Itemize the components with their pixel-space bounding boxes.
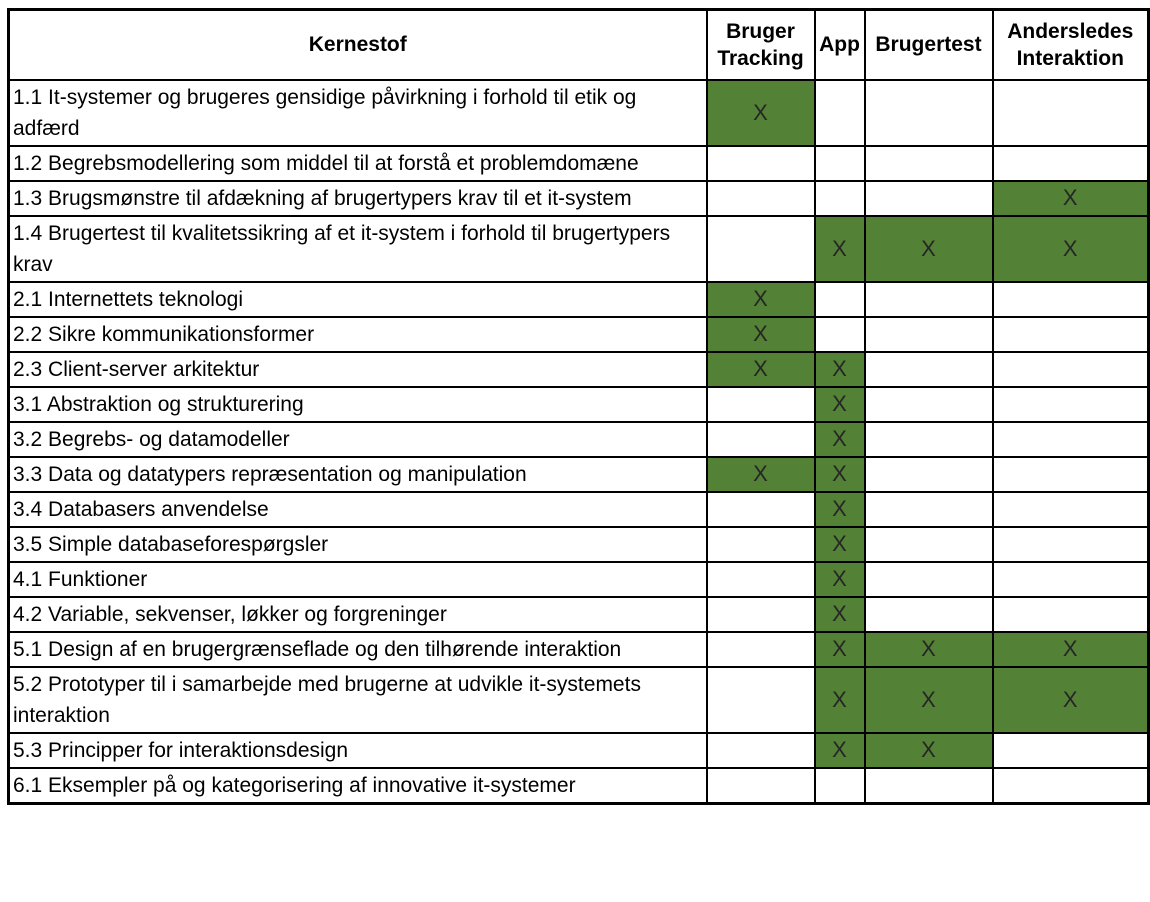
table-row — [9, 667, 1149, 733]
mark-cell-empty — [993, 597, 1149, 632]
row-label: 5.3 Principper for interaktionsdesign — [9, 733, 707, 768]
column-header-bruger-tracking: Bruger Tracking — [707, 10, 815, 80]
row-label: 3.1 Abstraktion og strukturering — [9, 387, 707, 422]
mark-cell-empty — [815, 317, 865, 352]
mark-cell-checked: X — [865, 733, 993, 768]
row-label: 2.3 Client-server arkitektur — [9, 352, 707, 387]
mark-cell-empty — [993, 352, 1149, 387]
table-row — [9, 527, 1149, 562]
mark-cell-empty — [707, 492, 815, 527]
row-label: 1.1 It-systemer og brugeres gensidige påvirkning i forhold til etik og adfærd — [9, 80, 707, 146]
mark-cell-empty — [865, 768, 993, 804]
mark-cell-empty — [707, 527, 815, 562]
row-label: 4.1 Funktioner — [9, 562, 707, 597]
column-header-brugertest: Brugertest — [865, 10, 993, 80]
mark-cell-empty — [707, 733, 815, 768]
mark-cell-empty — [993, 80, 1149, 146]
mark-cell-empty — [707, 632, 815, 667]
mark-cell-empty — [865, 352, 993, 387]
mark-cell-checked: X — [815, 733, 865, 768]
mark-cell-empty — [865, 387, 993, 422]
mark-cell-empty — [865, 317, 993, 352]
row-label: 1.4 Brugertest til kvalitetssikring af et it-system i forhold til brugertypers krav — [9, 216, 707, 282]
mark-cell-empty — [815, 80, 865, 146]
mark-cell-empty — [993, 282, 1149, 317]
mark-cell-checked: X — [993, 181, 1149, 216]
mark-cell-empty — [815, 181, 865, 216]
mark-cell-empty — [993, 562, 1149, 597]
mark-cell-empty — [993, 146, 1149, 181]
mark-cell-checked: X — [707, 317, 815, 352]
mark-cell-checked: X — [707, 352, 815, 387]
row-label: 3.2 Begrebs- og datamodeller — [9, 422, 707, 457]
table-row — [9, 216, 1149, 282]
table-row — [9, 422, 1149, 457]
table-row — [9, 317, 1149, 352]
mark-cell-empty — [707, 216, 815, 282]
mark-cell-checked: X — [865, 667, 993, 733]
mark-cell-empty — [993, 422, 1149, 457]
mark-cell-empty — [865, 80, 993, 146]
mark-cell-empty — [865, 457, 993, 492]
table-header — [9, 10, 1149, 80]
mark-cell-empty — [707, 422, 815, 457]
mark-cell-empty — [865, 527, 993, 562]
mark-cell-empty — [707, 146, 815, 181]
column-header-kernestof: Kernestof — [9, 10, 707, 80]
mark-cell-empty — [993, 317, 1149, 352]
mark-cell-checked: X — [865, 216, 993, 282]
row-label: 6.1 Eksempler på og kategorisering af innovative it-systemer — [9, 768, 707, 804]
table-row — [9, 562, 1149, 597]
mark-cell-empty — [865, 181, 993, 216]
table-row — [9, 768, 1149, 804]
row-label: 2.2 Sikre kommunikationsformer — [9, 317, 707, 352]
mark-cell-empty — [865, 282, 993, 317]
mark-cell-empty — [993, 457, 1149, 492]
table-row — [9, 457, 1149, 492]
row-label: 5.1 Design af en brugergrænseflade og den tilhørende interaktion — [9, 632, 707, 667]
mark-cell-empty — [865, 146, 993, 181]
column-header-app: App — [815, 10, 865, 80]
mark-cell-empty — [707, 597, 815, 632]
mark-cell-empty — [993, 527, 1149, 562]
table-body — [9, 80, 1149, 804]
mark-cell-empty — [707, 768, 815, 804]
table-row — [9, 146, 1149, 181]
mark-cell-empty — [815, 768, 865, 804]
table-row — [9, 181, 1149, 216]
mark-cell-empty — [707, 387, 815, 422]
table-row — [9, 597, 1149, 632]
row-label: 1.2 Begrebsmodellering som middel til at forstå et problemdomæne — [9, 146, 707, 181]
mark-cell-checked: X — [993, 632, 1149, 667]
mark-cell-checked: X — [815, 527, 865, 562]
mark-cell-empty — [993, 768, 1149, 804]
mark-cell-checked: X — [815, 457, 865, 492]
row-label: 3.3 Data og datatypers repræsentation og manipulation — [9, 457, 707, 492]
row-label: 4.2 Variable, sekvenser, løkker og forgreninger — [9, 597, 707, 632]
kernestof-coverage-table — [7, 8, 1150, 805]
mark-cell-empty — [707, 667, 815, 733]
table-row — [9, 80, 1149, 146]
mark-cell-checked: X — [815, 632, 865, 667]
row-label: 1.3 Brugsmønstre til afdækning af brugertypers krav til et it-system — [9, 181, 707, 216]
mark-cell-empty — [993, 733, 1149, 768]
mark-cell-checked: X — [815, 387, 865, 422]
row-label: 3.4 Databasers anvendelse — [9, 492, 707, 527]
mark-cell-checked: X — [815, 597, 865, 632]
mark-cell-empty — [815, 146, 865, 181]
row-label: 3.5 Simple databaseforespørgsler — [9, 527, 707, 562]
mark-cell-checked: X — [815, 352, 865, 387]
column-header-andersledes-interaktion: Andersledes Interaktion — [993, 10, 1149, 80]
mark-cell-empty — [993, 492, 1149, 527]
mark-cell-empty — [865, 562, 993, 597]
table-row — [9, 282, 1149, 317]
mark-cell-checked: X — [815, 492, 865, 527]
mark-cell-empty — [865, 597, 993, 632]
mark-cell-checked: X — [815, 562, 865, 597]
table-row — [9, 352, 1149, 387]
mark-cell-empty — [815, 282, 865, 317]
mark-cell-checked: X — [993, 216, 1149, 282]
mark-cell-checked: X — [865, 632, 993, 667]
mark-cell-empty — [993, 387, 1149, 422]
header-row — [9, 10, 1149, 80]
mark-cell-checked: X — [993, 667, 1149, 733]
row-label: 5.2 Prototyper til i samarbejde med brugerne at udvikle it-systemets interaktion — [9, 667, 707, 733]
mark-cell-checked: X — [707, 282, 815, 317]
mark-cell-checked: X — [707, 457, 815, 492]
table-row — [9, 733, 1149, 768]
table-row — [9, 387, 1149, 422]
mark-cell-empty — [707, 181, 815, 216]
row-label: 2.1 Internettets teknologi — [9, 282, 707, 317]
mark-cell-empty — [707, 562, 815, 597]
mark-cell-checked: X — [815, 422, 865, 457]
mark-cell-checked: X — [815, 667, 865, 733]
mark-cell-empty — [865, 422, 993, 457]
mark-cell-checked: X — [707, 80, 815, 146]
table-row — [9, 632, 1149, 667]
mark-cell-checked: X — [815, 216, 865, 282]
mark-cell-empty — [865, 492, 993, 527]
table-row — [9, 492, 1149, 527]
